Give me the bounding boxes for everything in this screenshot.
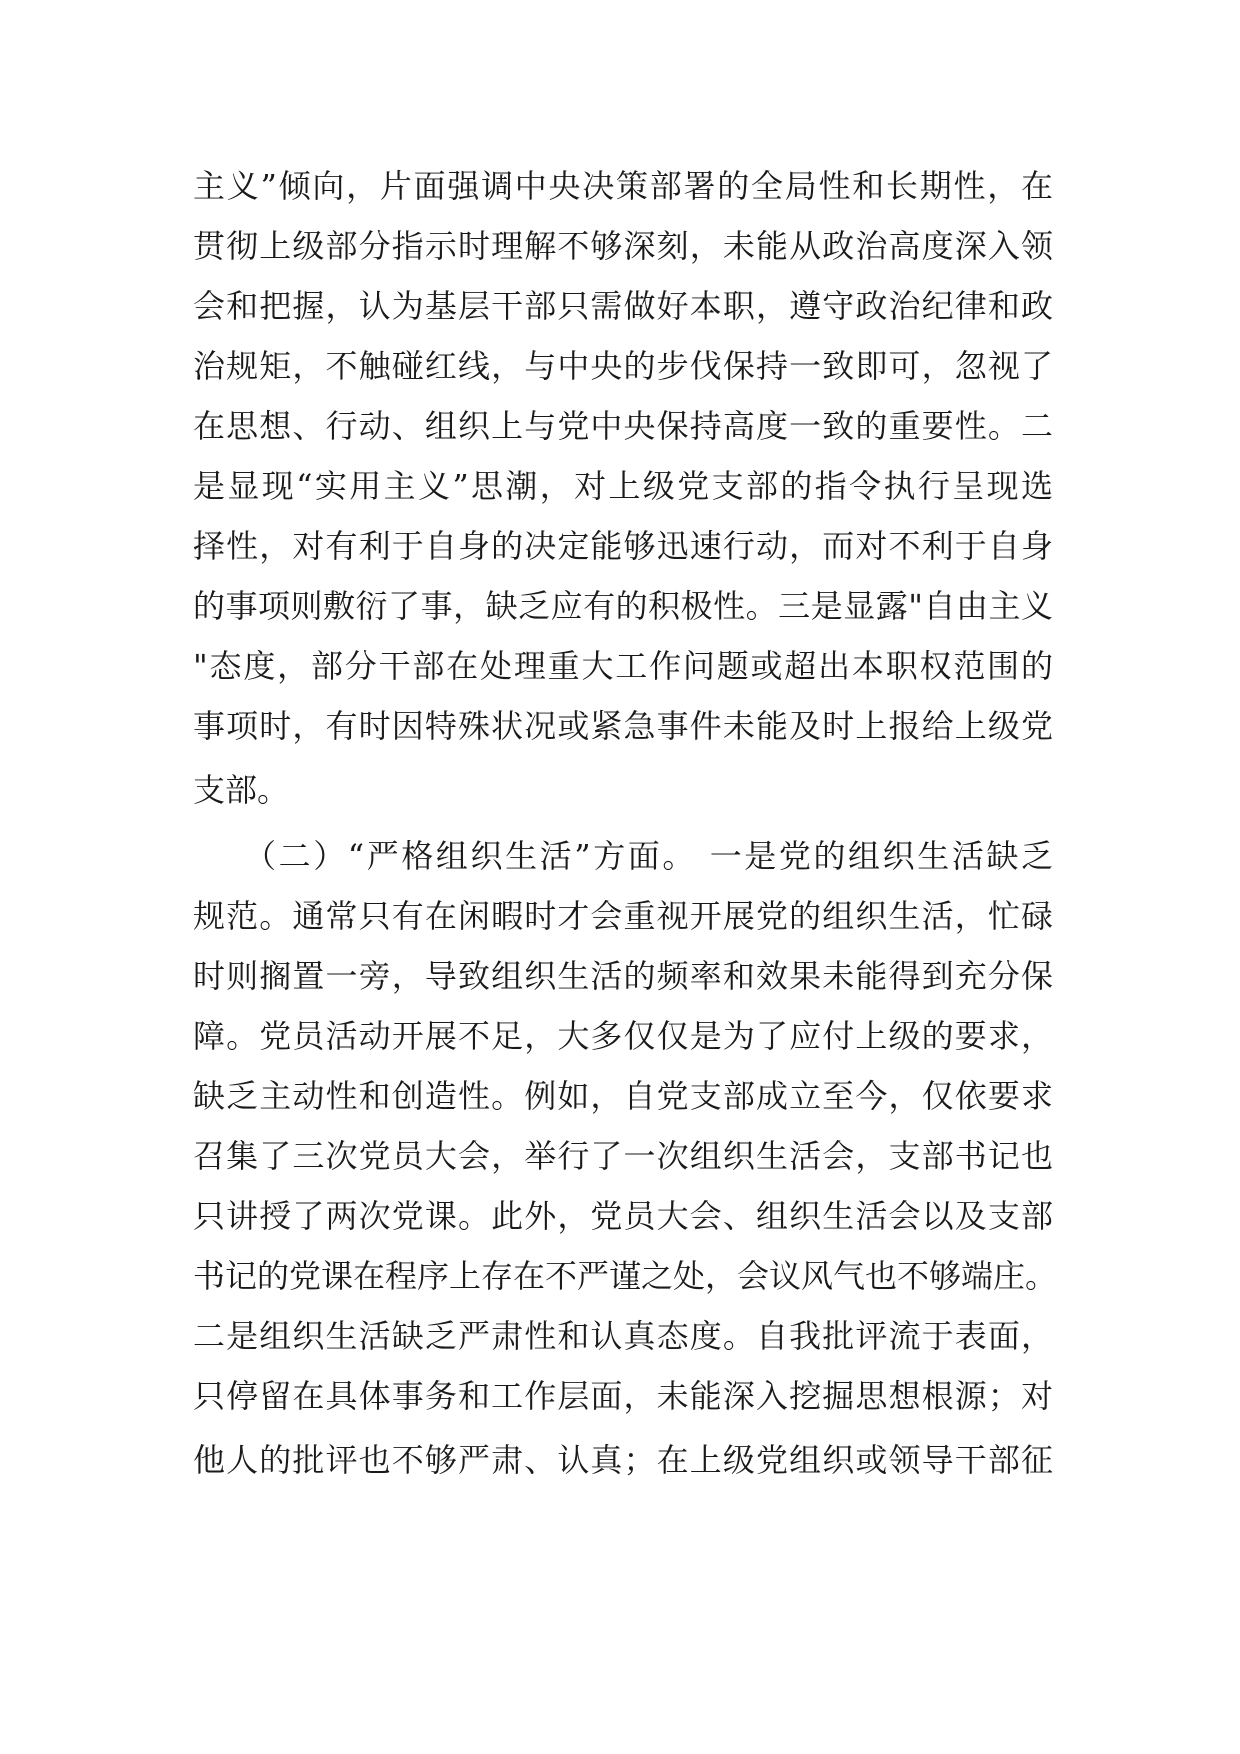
- text-line: "态度，部分干部在处理重大工作问题或超出本职权范围的: [193, 647, 1053, 685]
- text-line: 只停留在具体事务和工作层面，未能深入挖掘思想根源；对: [193, 1377, 1053, 1415]
- text-line: 是显现“实用主义”思潮，对上级党支部的指令执行呈现选: [193, 467, 1053, 505]
- section-heading-line: （二）“严格组织生活”方面。 一是党的组织生活缺乏: [193, 837, 1053, 875]
- text-line: 支部。: [193, 771, 290, 809]
- text-line: 他人的批评也不够严肃、认真；在上级党组织或领导干部征: [193, 1441, 1053, 1479]
- text-line: 缺乏主动性和创造性。例如，自党支部成立至今，仅依要求: [193, 1077, 1053, 1115]
- text-line: 时则搁置一旁，导致组织生活的频率和效果未能得到充分保: [193, 957, 1053, 995]
- text-line: 二是组织生活缺乏严肃性和认真态度。自我批评流于表面，: [193, 1317, 1053, 1355]
- text-line: 治规矩，不触碰红线，与中央的步伐保持一致即可，忽视了: [193, 347, 1053, 385]
- text-line: 规范。通常只有在闲暇时才会重视开展党的组织生活，忙碌: [193, 897, 1053, 935]
- text-line: 事项时，有时因特殊状况或紧急事件未能及时上报给上级党: [193, 707, 1053, 745]
- text-line: 会和把握，认为基层干部只需做好本职，遵守政治纪律和政: [193, 287, 1053, 325]
- text-line: 只讲授了两次党课。此外，党员大会、组织生活会以及支部: [193, 1197, 1053, 1235]
- text-line: 障。党员活动开展不足，大多仅仅是为了应付上级的要求，: [193, 1017, 1053, 1055]
- text-line: 召集了三次党员大会，举行了一次组织生活会，支部书记也: [193, 1137, 1053, 1175]
- text-line: 择性，对有利于自身的决定能够迅速行动，而对不利于自身: [193, 527, 1053, 565]
- text-line: 贯彻上级部分指示时理解不够深刻，未能从政治高度深入领: [193, 227, 1053, 265]
- text-line: 的事项则敷衍了事，缺乏应有的积极性。三是显露"自由主义: [193, 587, 1053, 625]
- text-line: 在思想、行动、组织上与党中央保持高度一致的重要性。二: [193, 407, 1053, 445]
- text-line: 主义”倾向，片面强调中央决策部署的全局性和长期性，在: [193, 167, 1053, 205]
- text-line: 书记的党课在程序上存在不严谨之处，会议风气也不够端庄。: [193, 1257, 1058, 1295]
